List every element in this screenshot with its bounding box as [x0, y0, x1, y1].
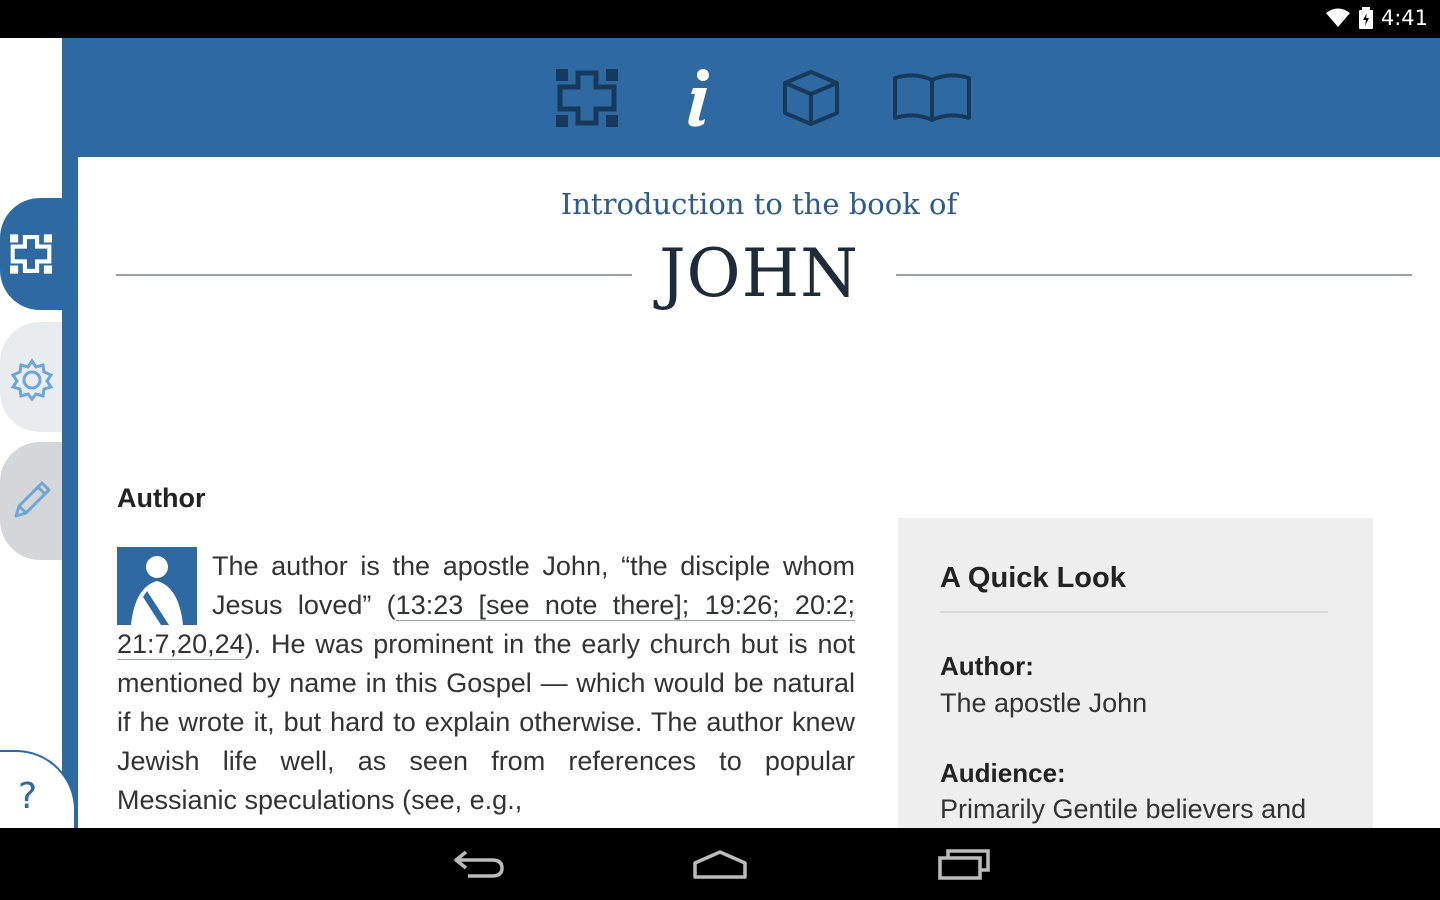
toolbar-info-button[interactable] [663, 66, 735, 130]
author-heading: Author [117, 483, 206, 513]
help-icon: ? [18, 776, 38, 817]
scripture-reference-link[interactable]: 13:23 [see note there]; 19:26; 20:2; 21:7,20,24 [117, 590, 855, 659]
pencil-icon [10, 478, 54, 526]
toolbar-3d-button[interactable] [775, 66, 847, 130]
toolbar-read-button[interactable] [887, 66, 977, 130]
left-gutter [0, 38, 62, 828]
recents-button[interactable] [924, 842, 1004, 886]
side-tab-notes[interactable] [0, 442, 62, 560]
system-nav-bar [0, 828, 1440, 900]
author-text-1: The author is the apostle John, “the disciple whom Jesus loved” ( [212, 551, 855, 620]
cross-logo-icon [10, 234, 52, 278]
back-button[interactable] [438, 842, 518, 886]
quick-look-heading: A Quick Look [940, 562, 1126, 594]
book-title: JOHN [659, 235, 859, 312]
intro-heading: Introduction to the book of [560, 187, 958, 221]
quick-look-divider [940, 611, 1328, 613]
recents-icon [936, 848, 992, 880]
author-paragraph [117, 547, 855, 820]
side-tab-study[interactable] [0, 198, 62, 310]
quick-audience-value: Primarily Gentile believers and [940, 794, 1307, 824]
main-content [78, 157, 1440, 828]
wifi-icon [1325, 8, 1351, 28]
app-window [0, 38, 1440, 828]
left-accent-band [62, 157, 78, 828]
cross-logo-icon [556, 69, 618, 127]
toolbar [62, 38, 1440, 157]
status-bar [0, 0, 1440, 38]
portrait-spacer [117, 547, 212, 625]
home-icon [691, 849, 749, 879]
back-icon [450, 848, 506, 880]
clock: 4:41 [1380, 6, 1428, 30]
quick-author-label: Author: [940, 651, 1034, 681]
open-book-icon [891, 72, 973, 124]
toolbar-study-button[interactable] [551, 66, 623, 130]
info-icon [679, 68, 719, 128]
quick-audience-label: Audience: [940, 758, 1066, 788]
author-text-2: ). He was prominent in the early church but is not mentioned by name in this Gospel — which would be natural if he wrote it, but hard to explain otherwise. The author knew Jewish life well, as seen from references to popular Messianic speculations (see, e.g., [117, 629, 855, 815]
gear-icon [10, 358, 54, 406]
battery-icon [1359, 7, 1373, 29]
quick-look-panel [898, 518, 1373, 828]
quick-author-value: The apostle John [940, 688, 1148, 718]
cube-icon [781, 69, 841, 127]
home-button[interactable] [680, 842, 760, 886]
side-tab-settings[interactable] [0, 322, 62, 432]
